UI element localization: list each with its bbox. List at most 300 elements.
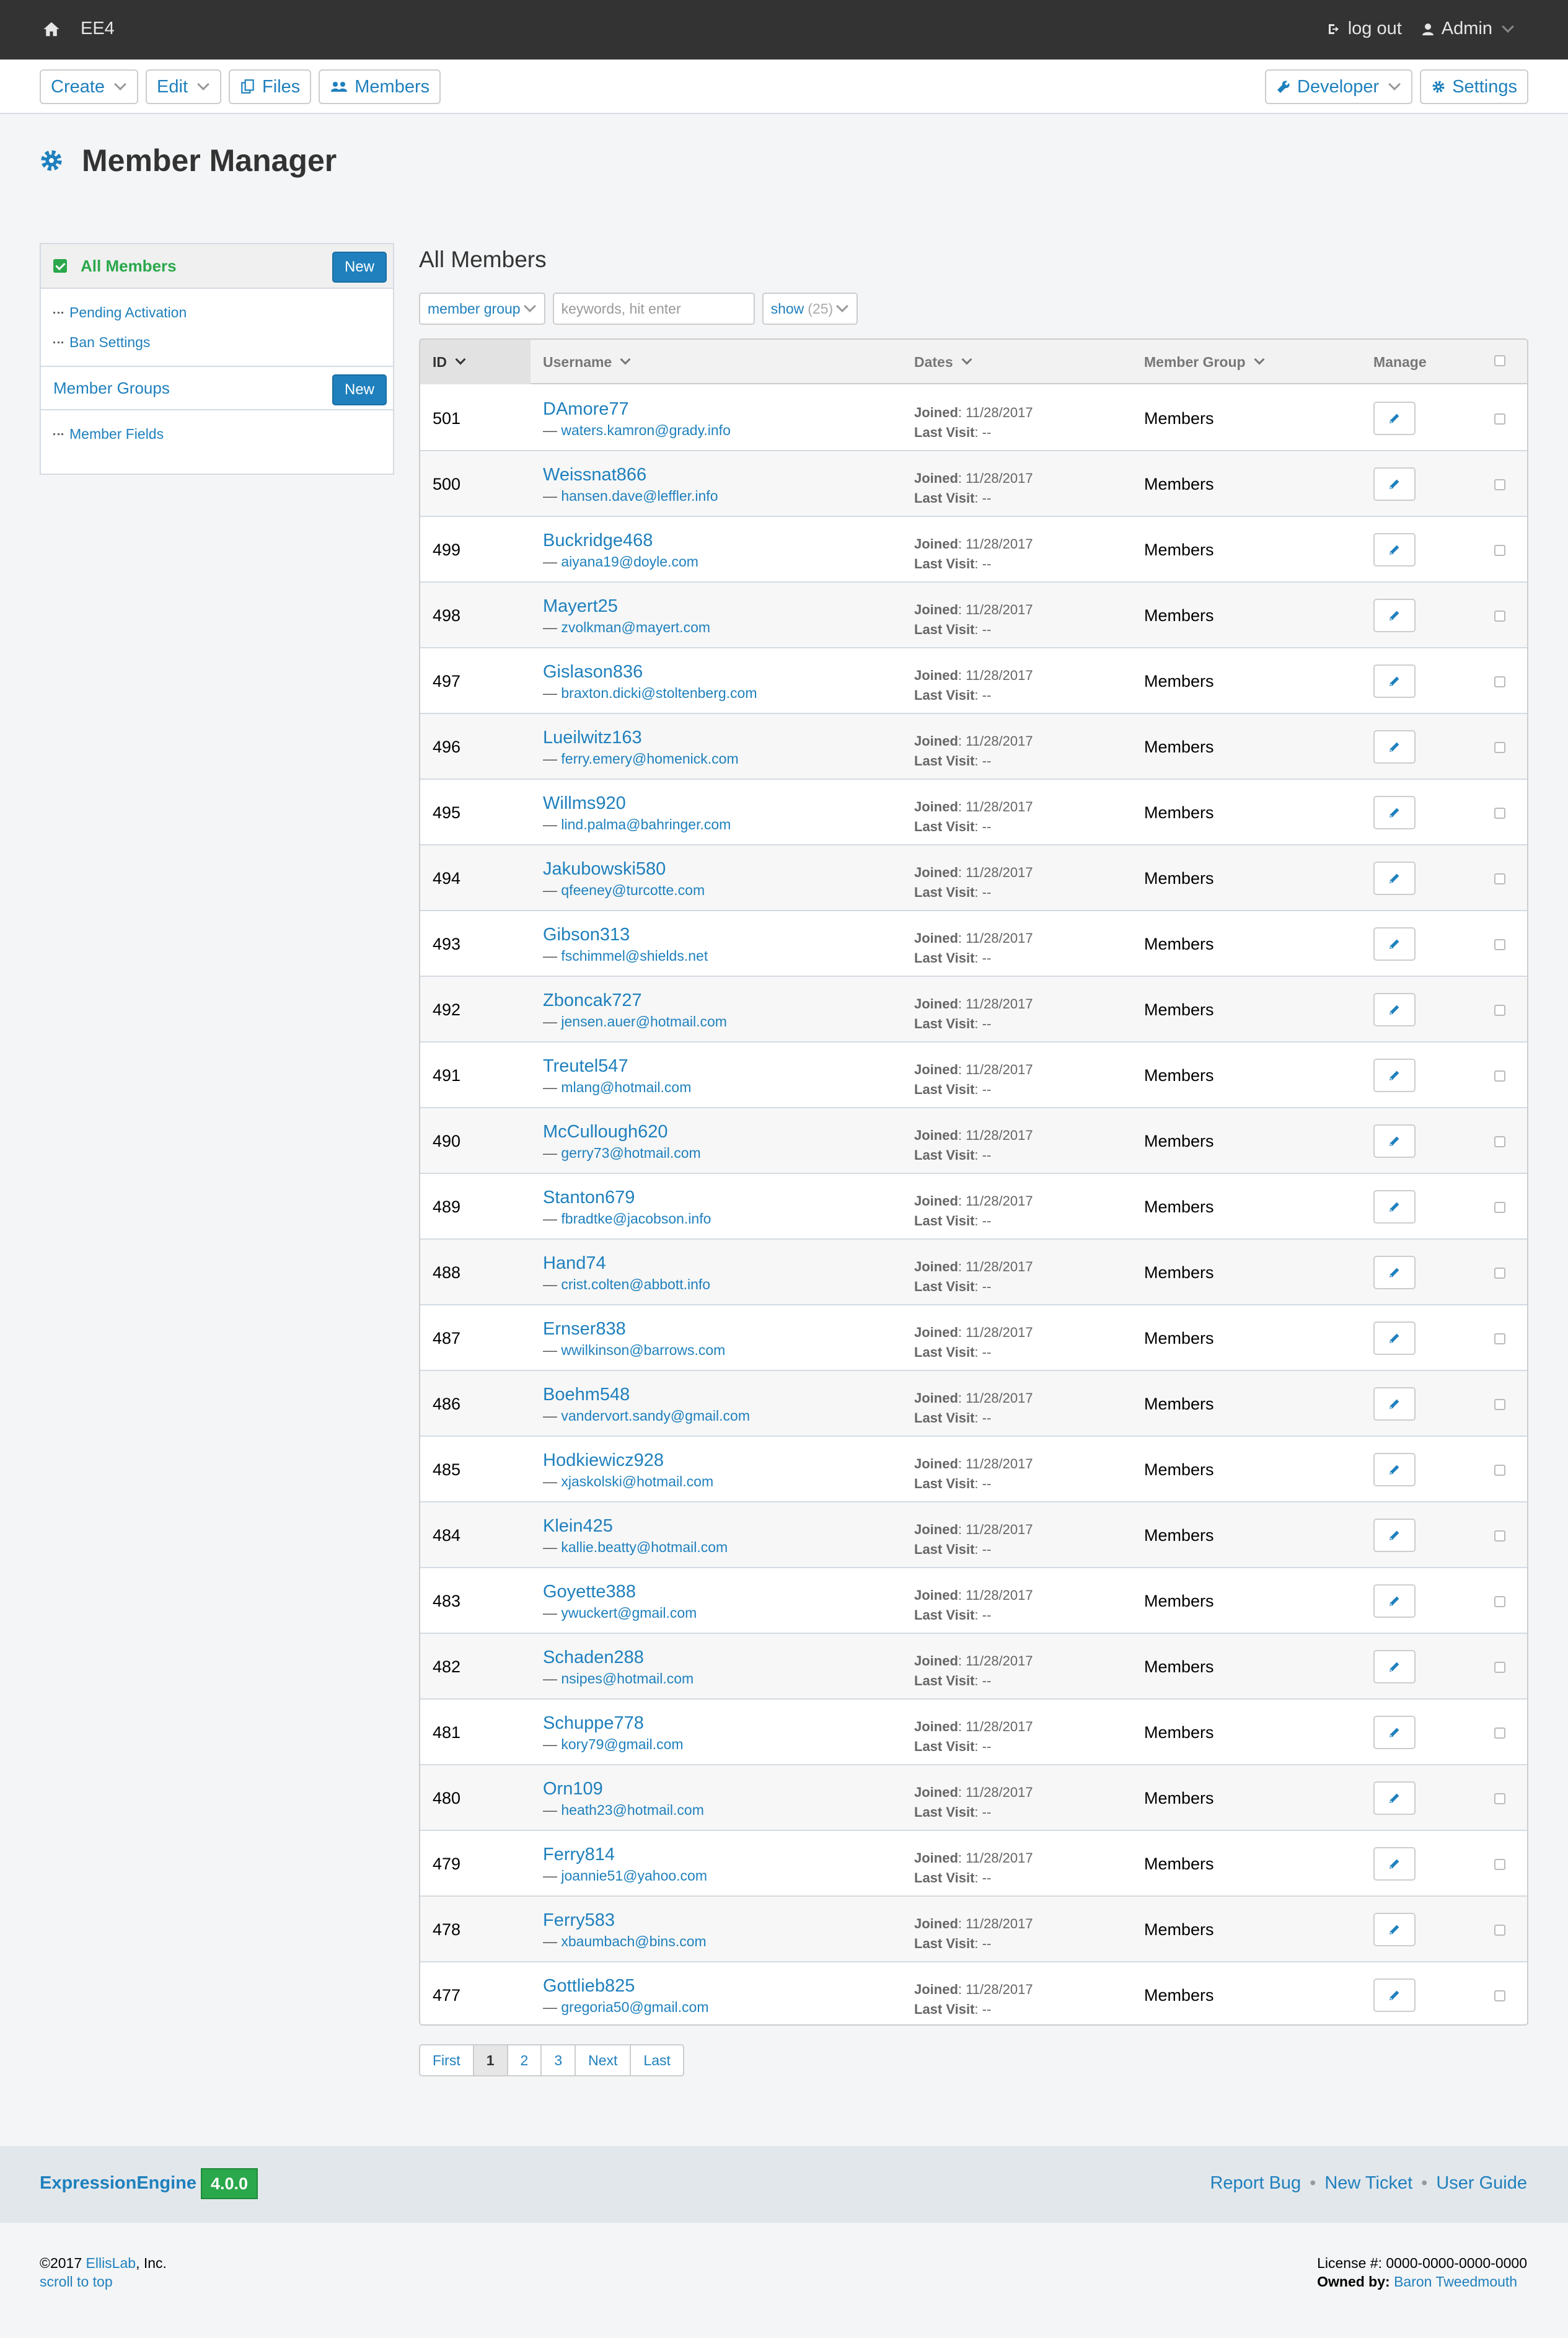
row-select-checkbox[interactable] — [1494, 742, 1505, 753]
member-username-link[interactable]: Mayert25 — [543, 596, 618, 616]
sign-out-icon — [1327, 22, 1342, 37]
column-header-member-group[interactable] — [1144, 340, 1263, 384]
joined-date: 11/28/2017 — [966, 602, 1033, 617]
joined-label: Joined — [914, 1259, 958, 1274]
member-group: Members — [1144, 935, 1214, 953]
member-username-link[interactable]: Willms920 — [543, 793, 626, 813]
member-username-link[interactable]: Hodkiewicz928 — [543, 1450, 664, 1470]
member-group: Members — [1144, 1066, 1214, 1085]
footer-links — [1210, 2173, 1527, 2194]
column-header-label: ID — [433, 353, 447, 370]
pagination-2[interactable]: 2 — [508, 2045, 542, 2075]
dash-icon — [53, 312, 63, 314]
member-group: Members — [1144, 1132, 1214, 1150]
sidebar-item-label: All Members — [81, 256, 177, 275]
member-id: 484 — [433, 1526, 461, 1545]
member-email-link[interactable]: — ferry.emery@homenick.com — [543, 751, 739, 767]
last-visit-label: Last Visit — [914, 1147, 975, 1163]
member-dates: Joined: 11/28/2017 Last Visit: -- — [914, 405, 1033, 440]
member-id: 491 — [433, 1066, 461, 1085]
sort-icon — [456, 355, 466, 365]
pagination-3[interactable]: 3 — [542, 2045, 576, 2075]
last-visit-date: -- — [982, 622, 992, 637]
last-visit-label: Last Visit — [914, 425, 975, 440]
brand-link[interactable]: ExpressionEngine — [40, 2173, 197, 2193]
member-username-link[interactable]: Stanton679 — [543, 1188, 635, 1207]
new-member-button[interactable]: New — [332, 252, 387, 283]
search-input[interactable] — [553, 293, 755, 325]
sidebar-item-all-members[interactable] — [41, 244, 393, 289]
check-icon — [53, 259, 67, 273]
sidebar-item-ban-settings[interactable] — [53, 327, 381, 357]
joined-label: Joined — [914, 1587, 958, 1603]
joined-date: 11/28/2017 — [966, 1522, 1033, 1537]
table-row — [420, 1962, 1528, 2026]
last-visit-date: -- — [982, 950, 992, 966]
scroll-to-top-link[interactable]: scroll to top — [40, 2274, 113, 2290]
footer-band — [0, 2146, 1568, 2223]
joined-date: 11/28/2017 — [966, 1587, 1033, 1603]
wrench-icon — [1276, 79, 1291, 94]
member-username-link[interactable]: Gislason836 — [543, 662, 643, 682]
members-button[interactable] — [319, 69, 441, 104]
edit-member-button[interactable] — [1373, 1387, 1416, 1421]
member-group: Members — [1144, 1395, 1214, 1413]
last-visit-label: Last Visit — [914, 1476, 975, 1491]
member-email-link[interactable]: — fbradtke@jacobson.info — [543, 1211, 711, 1227]
row-select-checkbox[interactable] — [1494, 1202, 1505, 1213]
top-bar — [0, 0, 1568, 60]
member-id: 485 — [433, 1460, 461, 1479]
main-nav — [0, 60, 1568, 114]
row-select-checkbox[interactable] — [1494, 545, 1505, 556]
edit-member-button[interactable] — [1373, 533, 1416, 567]
row-select-checkbox[interactable] — [1494, 1268, 1505, 1279]
member-username-link[interactable]: Buckridge468 — [543, 531, 653, 550]
member-dates: Joined: 11/28/2017 Last Visit: -- — [914, 1850, 1033, 1886]
filter-bar — [419, 293, 858, 325]
joined-date: 11/28/2017 — [966, 536, 1033, 552]
member-username-link[interactable]: Ernser838 — [543, 1319, 626, 1339]
member-dates: Joined: 11/28/2017 Last Visit: -- — [914, 1062, 1033, 1097]
pagination-first[interactable]: First — [420, 2045, 474, 2075]
edit-menu-button[interactable] — [146, 69, 221, 104]
member-email-link[interactable]: — braxton.dicki@stoltenberg.com — [543, 685, 757, 702]
edit-member-button[interactable] — [1373, 467, 1416, 501]
table-row — [420, 1305, 1528, 1371]
site-name-link[interactable]: EE4 — [81, 19, 115, 38]
row-select-checkbox[interactable] — [1494, 1662, 1505, 1673]
edit-member-button[interactable] — [1373, 402, 1416, 435]
member-group: Members — [1144, 475, 1214, 493]
row-select-checkbox[interactable] — [1494, 1859, 1505, 1870]
members-table — [419, 338, 1528, 2026]
member-email-link[interactable]: — zvolkman@mayert.com — [543, 619, 710, 636]
edit-member-button[interactable] — [1373, 1913, 1416, 1946]
edit-member-button[interactable] — [1373, 664, 1416, 698]
table-row — [420, 1371, 1528, 1437]
copyright-prefix: ©2017 — [40, 2255, 82, 2271]
row-select-checkbox[interactable] — [1494, 808, 1505, 819]
table-row — [420, 1831, 1528, 1897]
owner-link[interactable]: Baron Tweedmouth — [1394, 2274, 1518, 2290]
row-select-checkbox[interactable] — [1494, 1399, 1505, 1410]
user-name: Admin — [1441, 19, 1492, 38]
pencil-icon — [1388, 1857, 1401, 1871]
sidebar-item-member-groups[interactable] — [41, 366, 393, 410]
member-user-cell — [543, 793, 731, 833]
row-select-checkbox[interactable] — [1494, 1925, 1505, 1936]
member-username-link[interactable]: Hand74 — [543, 1253, 606, 1273]
member-email-link[interactable]: — wwilkinson@barrows.com — [543, 1342, 725, 1359]
member-username-link[interactable]: Goyette388 — [543, 1582, 636, 1602]
member-username-link[interactable]: Treutel547 — [543, 1056, 628, 1076]
joined-date: 11/28/2017 — [966, 996, 1033, 1012]
member-email-link[interactable]: — fschimmel@shields.net — [543, 948, 708, 964]
member-email-link[interactable]: — xbaumbach@bins.com — [543, 1933, 707, 1950]
table-row — [420, 1568, 1528, 1634]
new-member-group-button[interactable]: New — [332, 374, 387, 405]
member-email-link[interactable]: — nsipes@hotmail.com — [543, 1670, 694, 1687]
joined-date: 11/28/2017 — [966, 1982, 1033, 1997]
edit-member-button[interactable] — [1373, 1190, 1416, 1224]
edit-member-button[interactable] — [1373, 1124, 1416, 1158]
edit-member-button[interactable] — [1373, 1716, 1416, 1749]
files-button[interactable] — [229, 69, 311, 104]
last-visit-label: Last Visit — [914, 1870, 975, 1886]
edit-member-button[interactable] — [1373, 1781, 1416, 1815]
footer-copyright — [40, 2254, 167, 2291]
row-select-checkbox[interactable] — [1494, 1070, 1505, 1082]
member-dates: Joined: 11/28/2017 Last Visit: -- — [914, 1653, 1033, 1688]
member-username-link[interactable]: Klein425 — [543, 1516, 613, 1536]
last-visit-label: Last Visit — [914, 622, 975, 637]
edit-member-button[interactable] — [1373, 796, 1416, 829]
pencil-icon — [1388, 806, 1401, 819]
member-email-link[interactable]: — kory79@gmail.com — [543, 1736, 684, 1753]
member-id: 497 — [433, 672, 461, 690]
license-number: License #: 0000-0000-0000-0000 — [1317, 2255, 1527, 2271]
edit-member-button[interactable] — [1373, 1584, 1416, 1618]
member-username-link[interactable]: Gibson313 — [543, 925, 630, 945]
member-email-link[interactable]: — joannie51@yahoo.com — [543, 1868, 707, 1884]
last-visit-date: -- — [982, 1804, 992, 1820]
table-row — [420, 1240, 1528, 1305]
company-link[interactable]: EllisLab — [86, 2255, 136, 2271]
member-group: Members — [1144, 672, 1214, 690]
joined-date: 11/28/2017 — [966, 1916, 1033, 1931]
table-row — [420, 1437, 1528, 1502]
joined-label: Joined — [914, 536, 958, 552]
last-visit-date: -- — [982, 1476, 992, 1491]
member-id: 499 — [433, 540, 461, 559]
sidebar-sublist — [41, 410, 393, 457]
pencil-icon — [1388, 1529, 1401, 1542]
member-user-cell — [543, 1188, 711, 1227]
sidebar-item-member-fields[interactable] — [53, 419, 381, 449]
member-dates: Joined: 11/28/2017 Last Visit: -- — [914, 865, 1033, 900]
sidebar-item-label: Ban Settings — [69, 333, 151, 350]
show-count-filter[interactable] — [762, 293, 858, 325]
table-row — [420, 1634, 1528, 1700]
table-header — [420, 340, 1527, 384]
joined-date: 11/28/2017 — [966, 1390, 1033, 1406]
pencil-icon — [1388, 1726, 1401, 1739]
table-row — [420, 648, 1528, 714]
member-user-cell — [543, 662, 757, 702]
edit-member-button[interactable] — [1373, 1256, 1416, 1289]
member-group: Members — [1144, 1920, 1214, 1939]
member-id: 486 — [433, 1395, 461, 1413]
member-username-link[interactable]: Gottlieb825 — [543, 1976, 635, 1996]
member-username-link[interactable]: Schaden288 — [543, 1648, 644, 1667]
settings-button[interactable] — [1420, 69, 1528, 104]
member-username-link[interactable]: Ferry814 — [543, 1845, 615, 1864]
create-label: Create — [51, 76, 105, 97]
member-email-link[interactable]: — crist.colten@abbott.info — [543, 1276, 710, 1293]
last-visit-label: Last Visit — [914, 1410, 975, 1426]
row-select-checkbox[interactable] — [1494, 1530, 1505, 1542]
joined-label: Joined — [914, 1390, 958, 1406]
member-email-link[interactable]: — gregoria50@gmail.com — [543, 1999, 709, 2016]
member-dates: Joined: 11/28/2017 Last Visit: -- — [914, 1719, 1033, 1754]
report-bug-link[interactable]: Report Bug — [1210, 2173, 1302, 2193]
row-select-checkbox[interactable] — [1494, 1793, 1505, 1804]
joined-label: Joined — [914, 1653, 958, 1669]
edit-member-button[interactable] — [1373, 1321, 1416, 1355]
last-visit-date: -- — [982, 1016, 992, 1031]
logout-link[interactable] — [1327, 19, 1402, 39]
row-select-checkbox[interactable] — [1494, 1990, 1505, 2001]
member-group: Members — [1144, 409, 1214, 428]
member-user-cell — [543, 1845, 707, 1884]
member-email-link[interactable]: — hansen.dave@leffler.info — [543, 488, 718, 505]
edit-member-button[interactable] — [1373, 927, 1416, 961]
user-menu[interactable] — [1420, 19, 1515, 39]
member-email-link[interactable]: — xjaskolski@hotmail.com — [543, 1473, 713, 1490]
edit-member-button[interactable] — [1373, 1519, 1416, 1552]
member-user-cell — [543, 1516, 728, 1556]
last-visit-label: Last Visit — [914, 556, 975, 571]
pencil-icon — [1388, 1266, 1401, 1279]
row-select-checkbox[interactable] — [1494, 873, 1505, 884]
edit-member-button[interactable] — [1373, 993, 1416, 1026]
column-header-label: Username — [543, 353, 612, 370]
user-guide-link[interactable]: User Guide — [1436, 2173, 1527, 2193]
member-email-link[interactable]: — jensen.auer@hotmail.com — [543, 1013, 727, 1030]
new-ticket-link[interactable]: New Ticket — [1324, 2173, 1413, 2193]
separator: • — [1310, 2173, 1316, 2193]
member-id: 496 — [433, 738, 461, 756]
last-visit-label: Last Visit — [914, 1344, 975, 1360]
row-select-checkbox[interactable] — [1494, 1596, 1505, 1607]
gear-icon — [1431, 79, 1446, 94]
member-dates: Joined: 11/28/2017 Last Visit: -- — [914, 1916, 1033, 1951]
member-email-link[interactable]: — lind.palma@bahringer.com — [543, 816, 731, 833]
member-username-link[interactable]: DAmore77 — [543, 399, 629, 419]
home-icon[interactable] — [42, 20, 61, 38]
pagination-last[interactable]: Last — [643, 2052, 671, 2068]
last-visit-label: Last Visit — [914, 1936, 975, 1951]
edit-member-button[interactable] — [1373, 862, 1416, 895]
column-header-label: Manage — [1373, 353, 1427, 370]
show-label: show — [770, 300, 804, 317]
sidebar — [40, 243, 394, 475]
chevron-down-icon — [524, 300, 536, 312]
row-select-checkbox[interactable] — [1494, 479, 1505, 490]
column-header-dates[interactable] — [914, 340, 971, 384]
joined-label: Joined — [914, 1982, 958, 1997]
member-email-link[interactable]: — ywuckert@gmail.com — [543, 1605, 697, 1621]
member-dates: Joined: 11/28/2017 Last Visit: -- — [914, 1325, 1033, 1360]
member-id: 501 — [433, 409, 461, 428]
joined-date: 11/28/2017 — [966, 405, 1033, 420]
member-email-link[interactable]: — heath23@hotmail.com — [543, 1802, 704, 1819]
row-select-checkbox[interactable] — [1494, 1727, 1505, 1739]
pencil-icon — [1388, 1003, 1401, 1017]
member-dates: Joined: 11/28/2017 Last Visit: -- — [914, 470, 1033, 506]
member-username-link[interactable]: Orn109 — [543, 1779, 603, 1799]
pencil-icon — [1388, 740, 1401, 754]
edit-member-button[interactable] — [1373, 730, 1416, 764]
edit-member-button[interactable] — [1373, 1847, 1416, 1881]
pencil-icon — [1388, 1923, 1401, 1936]
last-visit-date: -- — [982, 490, 992, 506]
pencil-icon — [1388, 1331, 1401, 1345]
member-email-link[interactable]: — aiyana19@doyle.com — [543, 554, 698, 570]
table-row — [420, 386, 1528, 451]
member-dates: Joined: 11/28/2017 Last Visit: -- — [914, 1587, 1033, 1623]
pagination-1[interactable]: 1 — [474, 2045, 508, 2075]
member-username-link[interactable]: Zboncak727 — [543, 990, 642, 1010]
pagination-next[interactable]: Next — [576, 2045, 631, 2075]
last-visit-date: -- — [982, 1082, 992, 1097]
member-group-filter[interactable] — [419, 293, 545, 325]
files-label: Files — [262, 76, 301, 97]
member-username-link[interactable]: Boehm548 — [543, 1385, 630, 1405]
member-id: 483 — [433, 1592, 461, 1610]
column-header-username[interactable] — [543, 340, 629, 384]
row-select-checkbox[interactable] — [1494, 939, 1505, 950]
member-dates: Joined: 11/28/2017 Last Visit: -- — [914, 1784, 1033, 1820]
edit-member-button[interactable] — [1373, 599, 1416, 632]
row-select-checkbox[interactable] — [1494, 1136, 1505, 1147]
pencil-icon — [1388, 1069, 1401, 1082]
table-row — [420, 517, 1528, 583]
sort-icon — [620, 355, 631, 365]
last-visit-date: -- — [982, 556, 992, 571]
member-group: Members — [1144, 540, 1214, 559]
table-row — [420, 583, 1528, 648]
member-email-link[interactable]: — qfeeney@turcotte.com — [543, 882, 705, 899]
row-select-checkbox[interactable] — [1494, 413, 1505, 425]
joined-label: Joined — [914, 1062, 958, 1077]
column-header-id[interactable] — [420, 340, 531, 384]
member-email-link[interactable]: — waters.kamron@grady.info — [543, 422, 731, 439]
last-visit-date: -- — [982, 884, 992, 900]
row-select-checkbox[interactable] — [1494, 1333, 1505, 1344]
members-label: Members — [355, 76, 430, 97]
member-id: 480 — [433, 1789, 461, 1807]
member-username-link[interactable]: Ferry583 — [543, 1910, 615, 1930]
joined-label: Joined — [914, 799, 958, 814]
member-username-link[interactable]: McCullough620 — [543, 1122, 668, 1142]
member-dates: Joined: 11/28/2017 Last Visit: -- — [914, 1982, 1033, 2017]
select-all-checkbox[interactable] — [1494, 355, 1505, 366]
member-group: Members — [1144, 1000, 1214, 1019]
member-email-link[interactable]: — vandervort.sandy@gmail.com — [543, 1408, 750, 1424]
joined-date: 11/28/2017 — [966, 1850, 1033, 1866]
sort-icon — [961, 355, 972, 365]
edit-member-button[interactable] — [1373, 1453, 1416, 1486]
member-email-link[interactable]: — kallie.beatty@hotmail.com — [543, 1539, 728, 1556]
last-visit-label: Last Visit — [914, 884, 975, 900]
edit-member-button[interactable] — [1373, 1978, 1416, 2012]
last-visit-label: Last Visit — [914, 1279, 975, 1294]
member-username-link[interactable]: Lueilwitz163 — [543, 728, 642, 748]
member-user-cell — [543, 1910, 707, 1950]
sidebar-item-label: Member Fields — [69, 425, 164, 442]
member-email-link[interactable]: — gerry73@hotmail.com — [543, 1145, 701, 1162]
member-id: 488 — [433, 1263, 461, 1282]
member-group: Members — [1144, 803, 1214, 822]
member-id: 482 — [433, 1657, 461, 1676]
table-row — [420, 1765, 1528, 1831]
chevron-down-icon — [836, 300, 848, 312]
member-user-cell — [543, 1056, 691, 1096]
member-id: 493 — [433, 935, 461, 953]
member-id: 494 — [433, 869, 461, 888]
member-email-link[interactable]: — mlang@hotmail.com — [543, 1079, 691, 1096]
row-select-checkbox[interactable] — [1494, 611, 1505, 622]
last-visit-label: Last Visit — [914, 1607, 975, 1623]
joined-label: Joined — [914, 865, 958, 880]
edit-member-button[interactable] — [1373, 1650, 1416, 1683]
joined-label: Joined — [914, 1916, 958, 1931]
member-user-cell — [543, 1253, 710, 1293]
last-visit-label: Last Visit — [914, 687, 975, 703]
joined-label: Joined — [914, 405, 958, 420]
row-select-checkbox[interactable] — [1494, 1005, 1505, 1016]
member-user-cell — [543, 596, 710, 636]
member-user-cell — [543, 925, 708, 964]
member-username-link[interactable]: Jakubowski580 — [543, 859, 666, 879]
developer-menu-button[interactable] — [1265, 69, 1412, 104]
member-group: Members — [1144, 1263, 1214, 1282]
last-visit-date: -- — [982, 819, 992, 834]
create-menu-button[interactable] — [40, 69, 138, 104]
row-select-checkbox[interactable] — [1494, 676, 1505, 687]
member-group: Members — [1144, 1789, 1214, 1807]
joined-date: 11/28/2017 — [966, 470, 1033, 486]
column-header-label: Member Group — [1144, 353, 1246, 370]
pencil-icon — [1388, 937, 1401, 951]
member-group: Members — [1144, 1592, 1214, 1610]
member-username-link[interactable]: Schuppe778 — [543, 1713, 644, 1733]
member-user-cell — [543, 728, 739, 767]
last-visit-label: Last Visit — [914, 950, 975, 966]
users-icon — [330, 79, 348, 95]
edit-member-button[interactable] — [1373, 1059, 1416, 1092]
table-row — [420, 977, 1528, 1043]
row-select-checkbox[interactable] — [1494, 1465, 1505, 1476]
joined-date: 11/28/2017 — [966, 1193, 1033, 1209]
sort-icon — [1254, 355, 1264, 365]
member-id: 481 — [433, 1723, 461, 1742]
sidebar-item-pending-activation[interactable] — [53, 298, 381, 327]
member-username-link[interactable]: Weissnat866 — [543, 465, 647, 485]
last-visit-date: -- — [982, 1870, 992, 1886]
